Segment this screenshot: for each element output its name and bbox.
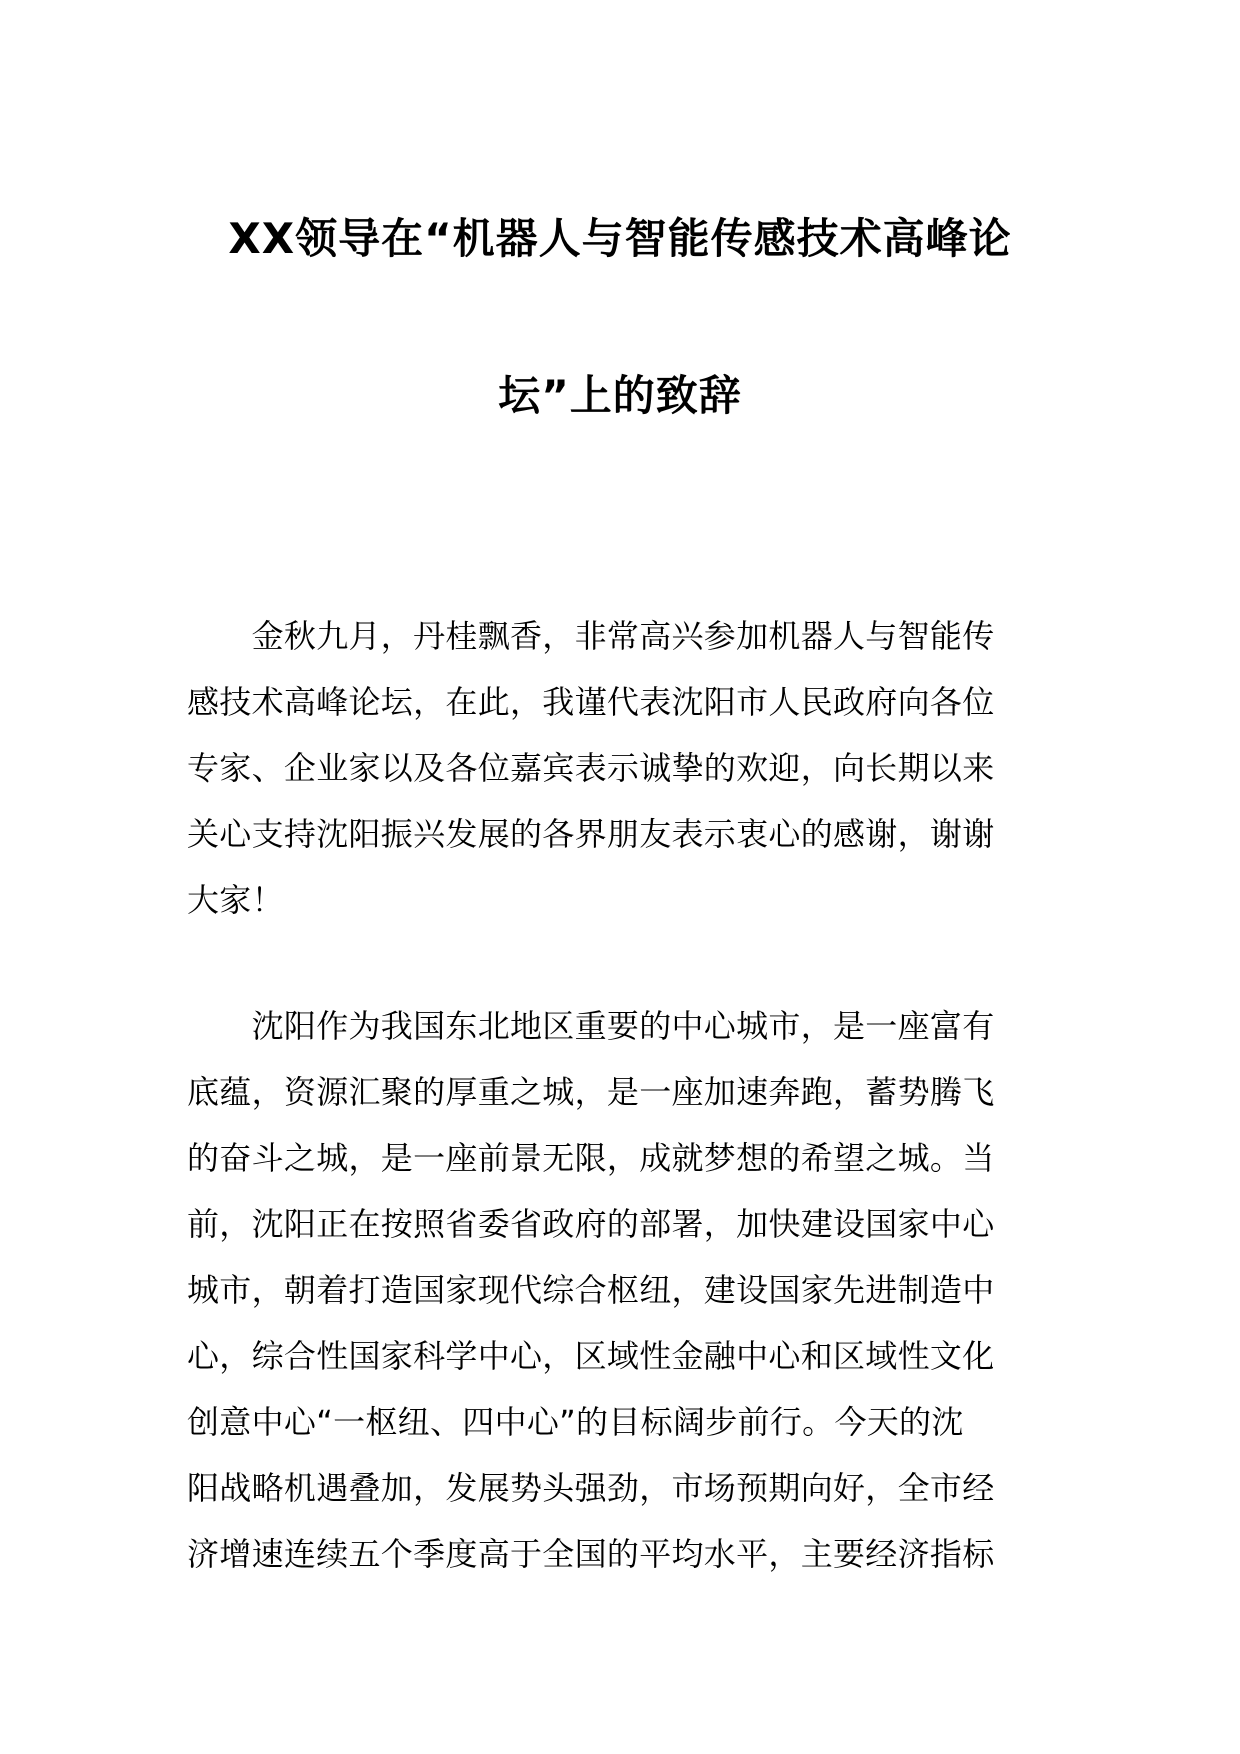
paragraph-line: 城市，朝着打造国家现代综合枢纽，建设国家先进制造中 xyxy=(187,1271,995,1309)
paragraph-line: 沈阳作为我国东北地区重要的中心城市，是一座富有 xyxy=(187,1007,995,1045)
paragraph-line: 关心支持沈阳振兴发展的各界朋友表示衷心的感谢，谢谢 xyxy=(187,815,995,853)
paragraph-2 xyxy=(187,993,1057,1587)
paragraph-line: 专家、企业家以及各位嘉宾表示诚挚的欢迎，向长期以来 xyxy=(187,749,995,787)
paragraph-line: 底蕴，资源汇聚的厚重之城，是一座加速奔跑，蓄势腾飞 xyxy=(187,1073,995,1111)
paragraph-line: 创意中心“一枢纽、四中心”的目标阔步前行。今天的沈 xyxy=(187,1403,964,1441)
document-title-line-1: XX领导在“机器人与智能传感技术高峰论 xyxy=(228,214,1012,263)
paragraph-line: 阳战略机遇叠加，发展势头强劲，市场预期向好，全市经 xyxy=(187,1469,995,1507)
paragraph-line: 感技术高峰论坛，在此，我谨代表沈阳市人民政府向各位 xyxy=(187,683,995,721)
document-title-line-2: 坛”上的致辞 xyxy=(498,371,742,420)
paragraph-line: 的奋斗之城，是一座前景无限，成就梦想的希望之城。当 xyxy=(187,1139,995,1177)
paragraph-line: 济增速连续五个季度高于全国的平均水平，主要经济指标 xyxy=(187,1535,995,1573)
paragraph-line: 心，综合性国家科学中心，区域性金融中心和区域性文化 xyxy=(187,1337,995,1375)
paragraph-line: 金秋九月，丹桂飘香，非常高兴参加机器人与智能传 xyxy=(187,617,995,655)
paragraph-line: 前，沈阳正在按照省委省政府的部署，加快建设国家中心 xyxy=(187,1205,995,1243)
paragraph-line: 大家！ xyxy=(187,881,284,919)
paragraph-1 xyxy=(187,603,1057,933)
